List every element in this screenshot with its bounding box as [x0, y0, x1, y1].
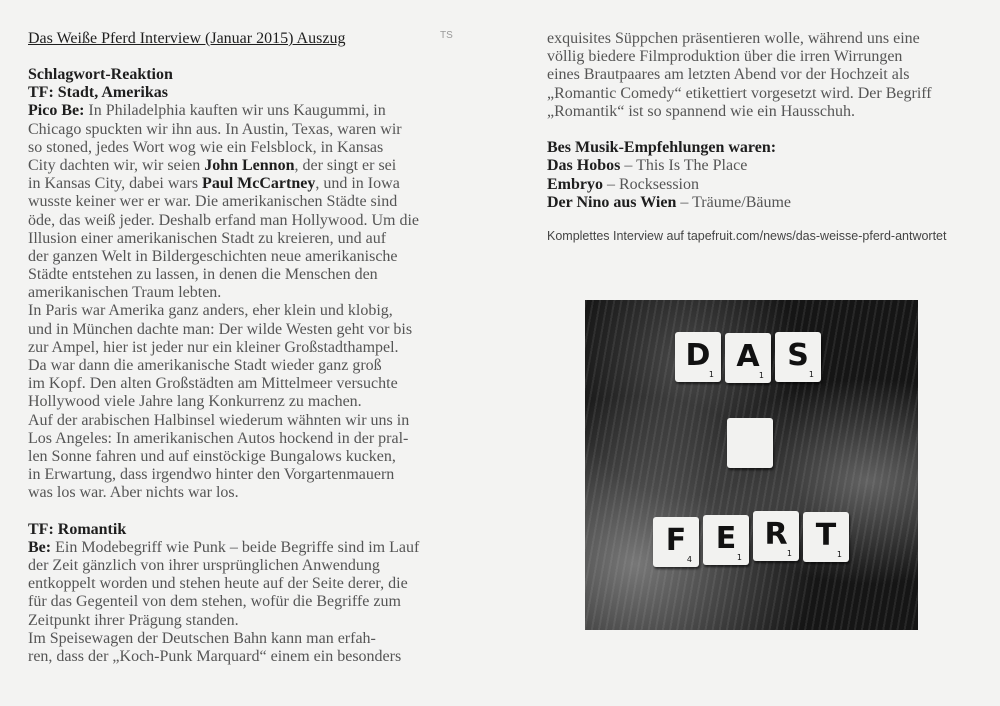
tile-points: 1: [786, 549, 792, 558]
text-line: [28, 466, 468, 484]
body-text: entkoppelt worden und stehen heute auf der Seite derer, die: [28, 575, 408, 593]
scrabble-tiles-photo: [585, 300, 918, 630]
text-line: [547, 30, 977, 48]
text-line: [28, 193, 468, 211]
text-line: [547, 103, 977, 121]
bold-text: Paul McCartney: [202, 175, 316, 193]
body-text: zur Ampel, hier ist jeder nur ein kleiner Großstadthampel.: [28, 338, 399, 356]
text-line: [547, 194, 977, 212]
tile-points: 4: [686, 555, 692, 564]
tile-letter: A: [736, 339, 760, 374]
text-line: [28, 430, 468, 448]
text-line: [547, 85, 977, 103]
text-line: [28, 66, 468, 84]
body-text: exquisites Süppchen präsentieren wolle, während uns eine: [547, 30, 920, 47]
body-text: len Sonne fahren und auf einstöckige Bungalows kucken,: [28, 447, 396, 465]
body-text: In Paris war Amerika ganz anders, eher klein und klobig,: [28, 302, 393, 320]
tile-points: 1: [758, 371, 764, 380]
tile-letter: E: [715, 521, 737, 556]
bold-text: Der Nino aus Wien: [547, 193, 677, 211]
text-line: [28, 557, 468, 575]
text-line: [28, 121, 468, 139]
left-column-text: [28, 66, 468, 666]
right-column-text: [547, 30, 977, 212]
scrabble-tile: [653, 517, 699, 567]
scrabble-tile: [727, 418, 773, 468]
bold-text: Bes Musik-Empfehlungen waren:: [547, 139, 777, 157]
bold-text: Schlagwort-Reaktion: [28, 66, 173, 83]
text-line: [28, 357, 468, 375]
body-text: Ein Modebegriff wie Punk – beide Begriffe sind im Lauf: [51, 538, 420, 556]
body-text: Chicago spuckten wir ihn aus. In Austin, Texas, waren wir: [28, 120, 402, 138]
page-marker: TS: [440, 30, 453, 41]
bold-text: John Lennon: [204, 156, 295, 174]
body-text: „Romantic Comedy“ etikettiert vorgesetzt wird. Der Begriff: [547, 84, 932, 102]
tile-letter: T: [815, 518, 837, 553]
bold-text: Be:: [28, 538, 52, 556]
body-text: , der singt er sei: [294, 156, 397, 174]
text-line: [28, 593, 468, 611]
scrabble-tile: [725, 333, 771, 383]
scrabble-tile: [675, 332, 721, 382]
body-text: in Kansas City, dabei wars: [28, 175, 203, 193]
body-text: – This Is The Place: [620, 157, 748, 175]
body-text: öde, das weiß jeder. Deshalb erfand man Hollywood. Um die: [28, 211, 420, 229]
body-text: – Rocksession: [603, 175, 699, 193]
text-line: [28, 266, 468, 284]
text-line: [547, 157, 977, 175]
body-text: Städte entstehen zu lassen, in denen die Menschen den: [28, 266, 378, 284]
body-text: völlig biedere Filmproduktion über die irren Wirrungen: [547, 48, 903, 66]
text-line: [547, 176, 977, 194]
tile-letter: R: [764, 517, 788, 552]
tile-letter: S: [787, 338, 809, 373]
tile-points: 1: [808, 370, 814, 379]
body-text: Im Speisewagen der Deutschen Bahn kann man erfah-: [28, 629, 376, 647]
body-text: Hollywood viele Jahre lang Konkurrenz zu machen.: [28, 393, 362, 411]
text-line: [28, 648, 468, 666]
tile-points: 1: [736, 553, 742, 562]
body-text: , und in Iowa: [315, 175, 400, 193]
text-line: [28, 575, 468, 593]
body-text: Los Angeles: In amerikanischen Autos hockend in der pral-: [28, 429, 409, 447]
body-text: City dachten wir, wir seien: [28, 156, 205, 174]
scrabble-tile: [753, 511, 799, 561]
interview-link-text: Komplettes Interview auf tapefruit.com/news/das-weisse-pferd-antwortet: [547, 229, 947, 243]
body-text: „Romantik“ ist so spannend wie ein Hausschuh.: [547, 102, 855, 120]
body-text: so stoned, jedes Wort wog wie ein Felsblock, in Kansas: [28, 138, 384, 156]
text-line: [28, 302, 468, 320]
text-line: [28, 612, 468, 630]
text-line: [28, 230, 468, 248]
blank-line: [547, 121, 977, 139]
body-text: amerikanischen Traum lebten.: [28, 284, 222, 302]
body-text: In Philadelphia kauften wir uns Kaugummi, in: [84, 102, 386, 120]
body-text: – Träume/Bäume: [676, 193, 792, 211]
body-text: in Erwartung, dass irgendwo hinter den Vorgartenmauern: [28, 466, 395, 484]
text-line: [28, 339, 468, 357]
bold-text: Pico Be:: [28, 102, 85, 120]
body-text: Auf der arabischen Halbinsel wiederum wähnten wir uns in: [28, 411, 410, 429]
text-line: [28, 539, 468, 557]
text-line: [28, 321, 468, 339]
tile-points: 1: [836, 550, 842, 559]
text-line: [28, 84, 468, 102]
document-title: Das Weiße Pferd Interview (Januar 2015) Auszug: [28, 30, 346, 47]
scrabble-tile: [703, 515, 749, 565]
text-line: [28, 102, 468, 120]
body-text: für das Gegenteil von dem stehen, wofür die Begriffe zum: [28, 593, 401, 611]
text-line: [28, 375, 468, 393]
text-line: [28, 448, 468, 466]
bold-text: Embryo: [547, 175, 603, 193]
body-text: und in München dachte man: Der wilde Westen geht vor bis: [28, 320, 413, 338]
body-text: was los war. Aber nichts war los.: [28, 484, 239, 502]
text-line: [547, 48, 977, 66]
text-line: [28, 393, 468, 411]
text-line: [28, 248, 468, 266]
scrabble-tile: [803, 512, 849, 562]
tile-points: 1: [708, 370, 714, 379]
body-text: im Kopf. Den alten Großstädten am Mittelmeer versuchte: [28, 375, 398, 393]
bold-text: TF: Romantik: [28, 520, 127, 538]
body-text: der ganzen Welt in Bildergeschichten neue amerikanische: [28, 247, 398, 265]
text-line: [28, 139, 468, 157]
body-text: ren, dass der „Koch-Punk Marquard“ einem ein besonders: [28, 648, 402, 665]
blank-line: [28, 503, 468, 521]
text-line: [28, 412, 468, 430]
bold-text: Das Hobos: [547, 157, 621, 175]
tile-letter: D: [685, 338, 711, 373]
body-text: eines Brautpaares am letzten Abend vor der Hochzeit als: [547, 66, 910, 84]
text-line: [28, 521, 468, 539]
text-line: [28, 484, 468, 502]
text-line: [28, 175, 468, 193]
tile-letter: F: [665, 523, 687, 558]
scrabble-tile: [775, 332, 821, 382]
text-line: [547, 66, 977, 84]
text-line: [28, 212, 468, 230]
text-line: [547, 139, 977, 157]
body-text: wusste keiner wer er war. Die amerikanischen Städte sind: [28, 193, 398, 211]
body-text: Illusion einer amerikanischen Stadt zu kreieren, und auf: [28, 229, 387, 247]
text-line: [28, 284, 468, 302]
body-text: Zeitpunkt ihrer Prägung standen.: [28, 611, 239, 629]
body-text: der Zeit gänzlich von ihrer ursprünglichen Anwendung: [28, 557, 380, 575]
bold-text: TF: Stadt, Amerikas: [28, 84, 168, 102]
text-line: [28, 630, 468, 648]
text-line: [28, 157, 468, 175]
body-text: Da war dann die amerikanische Stadt wieder ganz groß: [28, 357, 382, 374]
